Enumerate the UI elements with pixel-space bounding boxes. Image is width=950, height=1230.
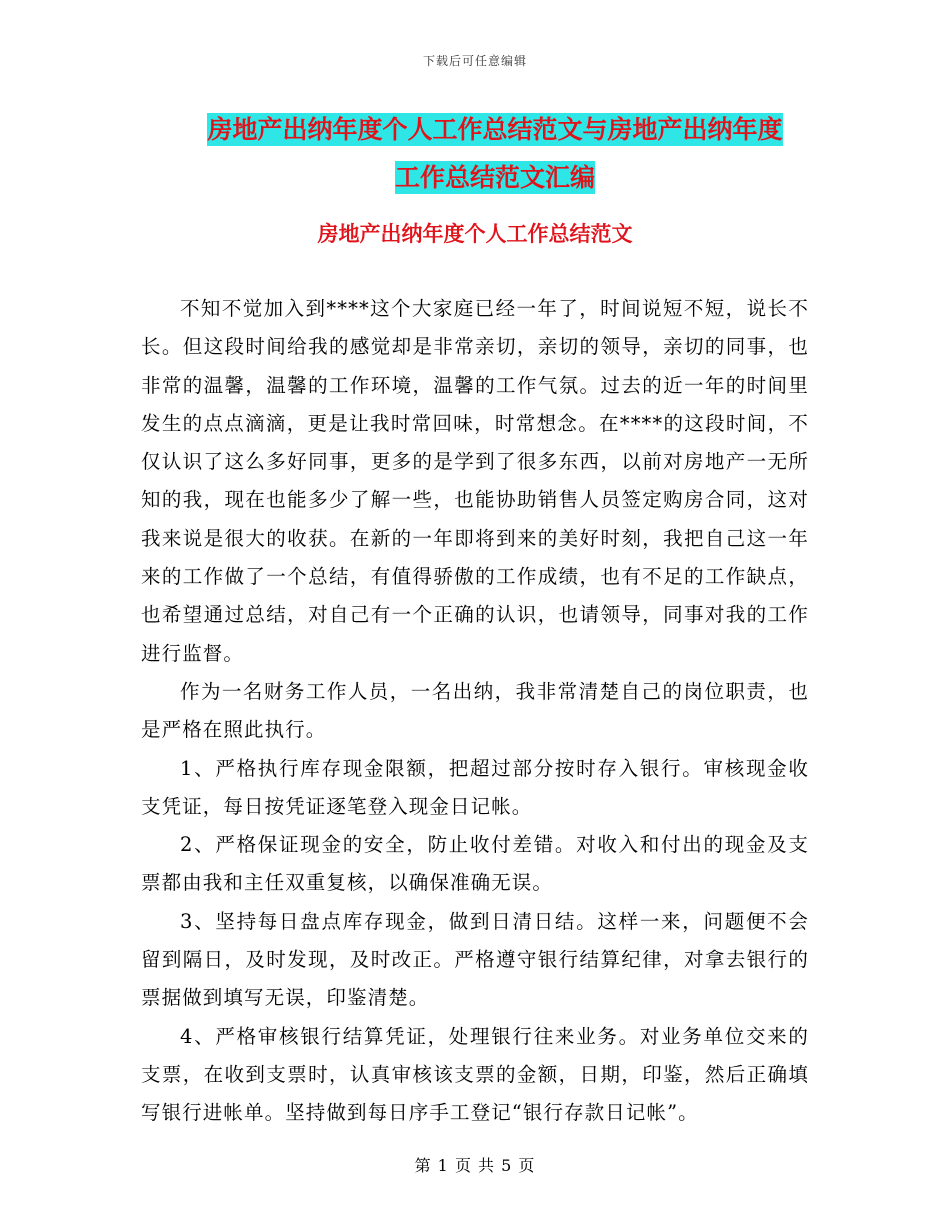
- paragraph-item-3: 3、坚持每日盘点库存现金，做到日清日结。这样一来，问题便不会留到隔日，及时发现，及时改正。严格遵守银行结算纪律，对拿去银行的票据做到填写无误，印鉴清楚。: [141, 909, 809, 1010]
- paragraph-item-1: 1、严格执行库存现金限额，把超过部分按时存入银行。审核现金收支凭证，每日按凭证逐笔登入现金日记帐。: [141, 756, 809, 818]
- page-header-note: 下载后可任意编辑: [422, 54, 527, 68]
- document-body: [141, 290, 809, 1133]
- page-number: 第 1 页 共 5 页: [414, 1156, 536, 1175]
- document-title: [150, 106, 840, 202]
- paragraph-duties: 作为一名财务工作人员，一名出纳，我非常清楚自己的岗位职责，也是严格在照此执行。: [141, 679, 809, 742]
- document-title-line-2: 工作总结范文汇编: [394, 163, 595, 192]
- paragraph-item-4: 4、严格审核银行结算凭证，处理银行往来业务。对业务单位交来的支票，在收到支票时，认真审核该支票的金额，日期，印鉴，然后正确填写银行进帐单。坚持做到每日序手工登记“银行存款日记帐”。: [141, 1024, 809, 1125]
- section-title: 房地产出纳年度个人工作总结范文: [317, 221, 633, 246]
- document-title-line-1: 房地产出纳年度个人工作总结范文与房地产出纳年度: [207, 115, 783, 144]
- paragraph-item-2: 2、严格保证现金的安全，防止收付差错。对收入和付出的现金及支票都由我和主任双重复核，以确保准确无误。: [141, 833, 809, 895]
- paragraph-intro: 不知不觉加入到****这个大家庭已经一年了，时间说短不短，说长不长。但这段时间给我的感觉却是非常亲切，亲切的领导，亲切的同事，也非常的温馨，温馨的工作环境，温馨的工作气氛。过去的近一年的时间里发生的点点滴滴，更是让我时常回味，时常想念。在****的这段时间，不仅认识了这么多好同事，更多的是学到了很多东西，以前对房地产一无所知的我，现在也能多少了解一些，也能协助销售人员签定购房合同，这对我来说是很大的收获。在新的一年即将到来的美好时刻，我把自己这一年来的工作做了一个总结，有值得骄傲的工作成绩，也有不足的工作缺点，也希望通过总结，对自己有一个正确的认识，也请领导，同事对我的工作进行监督。: [141, 297, 809, 665]
